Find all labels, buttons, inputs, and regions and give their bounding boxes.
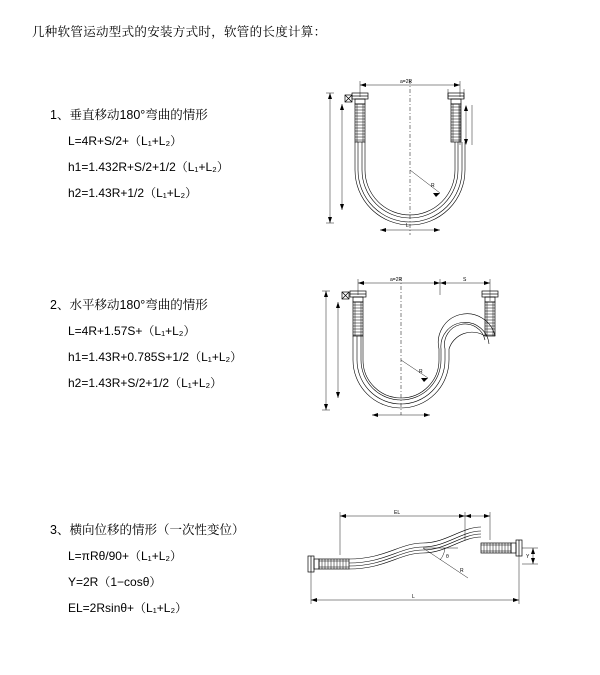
svg-text:a=2R: a=2R bbox=[390, 277, 403, 283]
svg-text:R: R bbox=[431, 183, 435, 189]
vertical-180-bend-drawing bbox=[300, 75, 580, 270]
svg-text:Y: Y bbox=[526, 554, 530, 560]
section-1-formula-3: h2=1.43R+1/2（L₁+L₂） bbox=[68, 186, 198, 200]
section-3-formula-3: EL=2Rsinθ+（L₁+L₂） bbox=[68, 601, 188, 615]
section-3-formula-1: L=πRθ/90+（L₁+L₂） bbox=[68, 549, 183, 563]
section-3-diagram bbox=[290, 500, 570, 630]
section-2-formula-1: L=4R+1.57S+（L₁+L₂） bbox=[68, 324, 196, 338]
section-2-diagram bbox=[300, 265, 580, 455]
section-1-formula-1: L=4R+S/2+（L₁+L₂） bbox=[68, 134, 183, 148]
lateral-offset-drawing bbox=[290, 500, 580, 630]
section-1-text bbox=[50, 105, 310, 210]
section-2-text bbox=[50, 295, 310, 400]
section-3-title: 3、横向位移的情形（一次性变位） bbox=[50, 523, 245, 537]
svg-text:R: R bbox=[460, 568, 464, 574]
svg-text:L: L bbox=[406, 223, 409, 229]
section-1-formula-2: h1=1.432R+S/2+1/2（L₁+L₂） bbox=[68, 160, 229, 174]
section-1-title: 1、垂直移动180°弯曲的情形 bbox=[50, 108, 208, 122]
svg-text:EL: EL bbox=[394, 510, 401, 516]
svg-text:a=2R: a=2R bbox=[400, 79, 413, 85]
svg-text:L: L bbox=[412, 594, 415, 600]
section-3-formula-2: Y=2R（1−cosθ） bbox=[68, 575, 162, 589]
svg-text:S: S bbox=[463, 277, 467, 283]
svg-text:θ: θ bbox=[446, 554, 449, 560]
intro-text: 几种软管运动型式的安装方式时，软管的长度计算： bbox=[32, 25, 327, 39]
section-1-diagram bbox=[300, 75, 580, 265]
svg-text:R: R bbox=[419, 369, 423, 375]
section-3-text bbox=[50, 520, 310, 625]
section-2-formula-3: h2=1.43R+S/2+1/2（L₁+L₂） bbox=[68, 376, 223, 390]
section-2-title: 2、水平移动180°弯曲的情形 bbox=[50, 298, 208, 312]
horizontal-180-bend-drawing bbox=[300, 265, 580, 445]
section-2-formula-2: h1=1.43R+0.785S+1/2（L₁+L₂） bbox=[68, 350, 243, 364]
